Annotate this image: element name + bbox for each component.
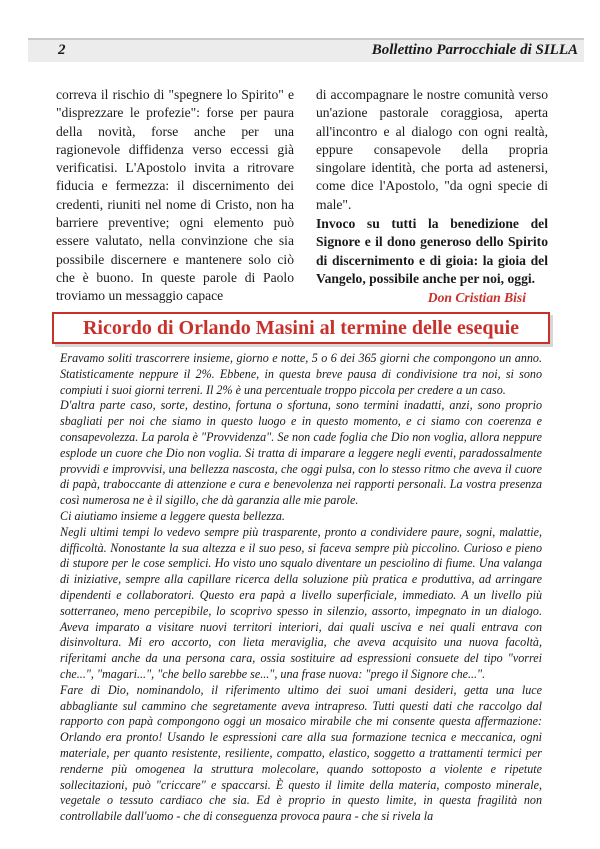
article-title: Ricordo di Orlando Masini al termine delle esequie (82, 317, 520, 339)
bulletin-title: Bollettino Parrocchiale di SILLA (371, 42, 578, 58)
blessing-text: Invoco su tutti la benedizione del Signore e il dono generoso dello Spirito di discernimento e di gioia: la gioia del Vangelo, possibile anche per noi, oggi. (316, 216, 548, 286)
article-paragraph: Negli ultimi tempi lo vedevo sempre più trasparente, pronto a condividere paure, sogni, malattie, difficoltà. Nonostante la sua altezza e il suo peso, si faceva sempre più piccolino. Curioso e pieno di stupore per le cose semplici. Ho visto uno squalo diventare un pesciolino di fiume. Una valanga di iniziative, sempre alla capillare ricerca della soluzione più pratica e produttiva, ad arringare dipendenti e collaboratori. Questo era papà a livello superficiale, immediato. A un livello più sotterraneo, meno percepibile, lo scoprivo spesso in silenzio, assorto, impegnato in un dialogo. Aveva imparato a visitare nuovi territori interiori, dai quali usciva e nei quali entrava con disinvoltura. Mi ero accorto, con lieta meraviglia, che aveva acquisito una nuova facoltà, riferitami anche da una persona cara, ossia sostituire ad espressioni consuete del tipo "vorrei che...", "magari...", "che bello sarebbe se...", una frase nuova: "prego il Signore che...". (60, 524, 542, 681)
right-column-text: di accompagnare le nostre comunità verso un'azione pastorale coraggiosa, aperta all'incontro e al dialogo con ogni realtà, eppure consapevole della propria singolare identità, che porta ad astenersi, come dice l'Apostolo, "da ogni specie di male". (316, 87, 548, 212)
page-number: 2 (58, 42, 66, 58)
article-paragraph: Fare di Dio, nominandolo, il riferimento ultimo dei suoi umani desideri, getta una luce abbagliante sul cammino che segretamente aveva intrapreso. Tutti questi dati che raccolgo dal rapporto con papà compongono oggi un mosaico mirabile che mi consente questa affermazione: Orlando era pronto! Usando le espressioni care alla sua formazione tecnica e meccanica, ogni materiale, per quanto resistente, resiliente, compatto, elastico, soggetto a trattamenti termici per renderne più omogenea la struttura molecolare, quando sottoposto a violente e ripetute sollecitazioni, può "criccare" e spaccarsi. È questo il limite della materia, composto minerale, vegetale o tessuto cardiaco che sia. Ed è proprio in questo limite, in questa fragilità non controllabile dall'uomo - che di conseguenza provoca paura - che si rivela la (60, 682, 542, 824)
article-paragraph: Eravamo soliti trascorrere insieme, giorno e notte, 5 o 6 dei 365 giorni che compongono un anno. Statisticamente neppure il 2%. Ebbene, in questa breve pausa di condivisione tra noi, si sono compiuti i suoi giorni terreni. Il 2% è una percentuale troppo piccola per credere a un caso. (60, 351, 542, 397)
article-title-box (52, 312, 550, 344)
page-header (28, 38, 584, 62)
left-column (56, 86, 294, 306)
article-paragraph: Ci aiutiamo insieme a leggere questa bellezza. (60, 508, 285, 523)
left-column-text: correva il rischio di "spegnere lo Spirito" e "disprezzare le profezie": forse per paura della novità, forse anche per una ragionevole diffidenza verso eccessi già verificatisi. L'Apostolo invita a ritrovare fiducia e fermezza: il discernimento dei credenti, riuniti nel nome di Cristo, non ha barriere preventive; ogni elemento può essere valutato, nella convinzione che sia possibile discernere e mantenere solo ciò che è buono. In queste parole di Paolo troviamo un messaggio capace (56, 87, 294, 304)
article-paragraph: D'altra parte caso, sorte, destino, fortuna o sfortuna, sono termini inadatti, anzi, sono proprio sbagliati per noi che siamo in questo luogo e in questo momento, e ci siamo con coerenza e consapevolezza. La parola è "Provvidenza". Se non cade foglia che Dio non voglia, allora neppure esplode un cuore che Dio non voglia. Si tratta di imparare a leggere negli eventi, paradossalmente provvidi e improvvisi, una bellezza nascosta, che oggi pulsa, con lo stesso ritmo che aveva il cuore di papà, traboccante di attenzione e cura e benevolenza nei rapporti personali. La vostra presenza così numerosa ne è il sigillo, che dà garanzia alle mie parole. (60, 398, 542, 508)
right-column (316, 86, 548, 308)
article-body (60, 351, 542, 825)
signature: Don Cristian Bisi (427, 290, 526, 306)
